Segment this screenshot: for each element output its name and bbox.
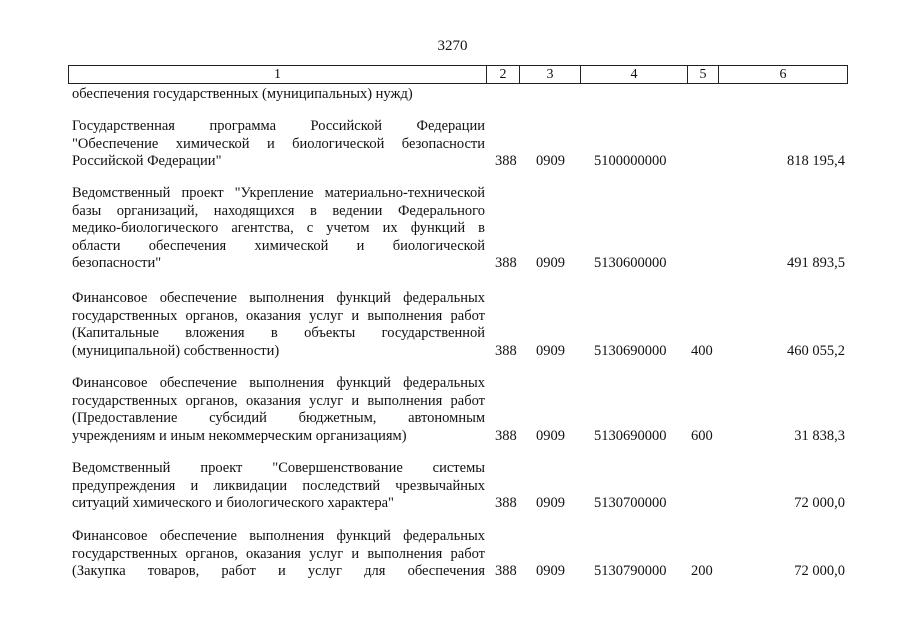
row-description <box>72 528 485 581</box>
section-code: 0909 <box>536 255 565 272</box>
target-article: 5100000000 <box>594 153 667 170</box>
target-article: 5130600000 <box>594 255 667 272</box>
section-code: 0909 <box>536 563 565 580</box>
description-line: Финансовое обеспечение выполнения функций федеральных <box>72 375 485 391</box>
expense-type: 200 <box>691 563 713 580</box>
header-col-6: 6 <box>719 66 848 84</box>
description-line: базы организаций, находящихся в ведении Федерального <box>72 202 485 219</box>
description-line: Государственная программа Российской Федерации <box>72 118 485 134</box>
gr-code: 388 <box>495 427 517 444</box>
description-line: учреждениям и иным некоммерческим организациям) <box>72 427 407 444</box>
section-code: 0909 <box>536 495 565 512</box>
target-article: 5130690000 <box>594 427 667 444</box>
amount: 31 838,3 <box>794 427 845 444</box>
header-col-1: 1 <box>69 66 487 84</box>
description-line: Финансовое обеспечение выполнения функций федеральных <box>72 528 485 544</box>
description-line: Финансовое обеспечение выполнения функций федеральных <box>72 290 485 306</box>
description-line: (Закупка товаров, работ и услуг для обеспечения <box>72 563 485 580</box>
row-description <box>72 375 485 445</box>
gr-code: 388 <box>495 495 517 512</box>
section-code: 0909 <box>536 427 565 444</box>
section-code: 0909 <box>536 153 565 170</box>
expense-type: 600 <box>691 427 713 444</box>
header-col-5: 5 <box>688 66 719 84</box>
target-article: 5130690000 <box>594 342 667 359</box>
description-line: медико-биологического агентства, с учетом их функций в <box>72 220 485 237</box>
description-line: (муниципальной) собственности) <box>72 342 280 359</box>
description-line: Российской Федерации" <box>72 153 222 170</box>
description-line: государственных органов, оказания услуг и выполнения работ <box>72 392 485 409</box>
description-line: предупреждения и ликвидации последствий чрезвычайных <box>72 477 485 494</box>
page-number: 3270 <box>437 38 468 54</box>
row-description <box>72 460 485 513</box>
header-col-4: 4 <box>581 66 688 84</box>
gr-code: 388 <box>495 153 517 170</box>
description-line: Ведомственный проект "Укрепление материально-технической <box>72 185 485 201</box>
gr-code: 388 <box>495 563 517 580</box>
section-code: 0909 <box>536 342 565 359</box>
expense-type: 400 <box>691 342 713 359</box>
amount: 818 195,4 <box>787 153 845 170</box>
description-line: государственных органов, оказания услуг и выполнения работ <box>72 307 485 324</box>
description-line: государственных органов, оказания услуг и выполнения работ <box>72 545 485 562</box>
description-line: ситуаций химического и биологического характера" <box>72 495 394 512</box>
description-line: безопасности" <box>72 255 162 272</box>
carry-over-line: обеспечения государственных (муниципальных) нужд) <box>72 86 413 102</box>
amount: 491 893,5 <box>787 255 845 272</box>
table-header <box>68 65 848 84</box>
description-line: "Обеспечение химической и биологической безопасности <box>72 135 485 152</box>
gr-code: 388 <box>495 255 517 272</box>
header-col-2: 2 <box>487 66 520 84</box>
header-col-3: 3 <box>520 66 581 84</box>
amount: 72 000,0 <box>794 563 845 580</box>
row-description <box>72 290 485 360</box>
target-article: 5130700000 <box>594 495 667 512</box>
amount: 460 055,2 <box>787 342 845 359</box>
description-line: (Капитальные вложения в объекты государственной <box>72 325 485 342</box>
description-line: Ведомственный проект "Совершенствование системы <box>72 460 485 476</box>
row-description <box>72 185 485 273</box>
target-article: 5130790000 <box>594 563 667 580</box>
description-line: области обеспечения химической и биологической <box>72 237 485 254</box>
description-line: (Предоставление субсидий бюджетным, автономным <box>72 410 485 427</box>
gr-code: 388 <box>495 342 517 359</box>
amount: 72 000,0 <box>794 495 845 512</box>
row-description <box>72 118 485 171</box>
